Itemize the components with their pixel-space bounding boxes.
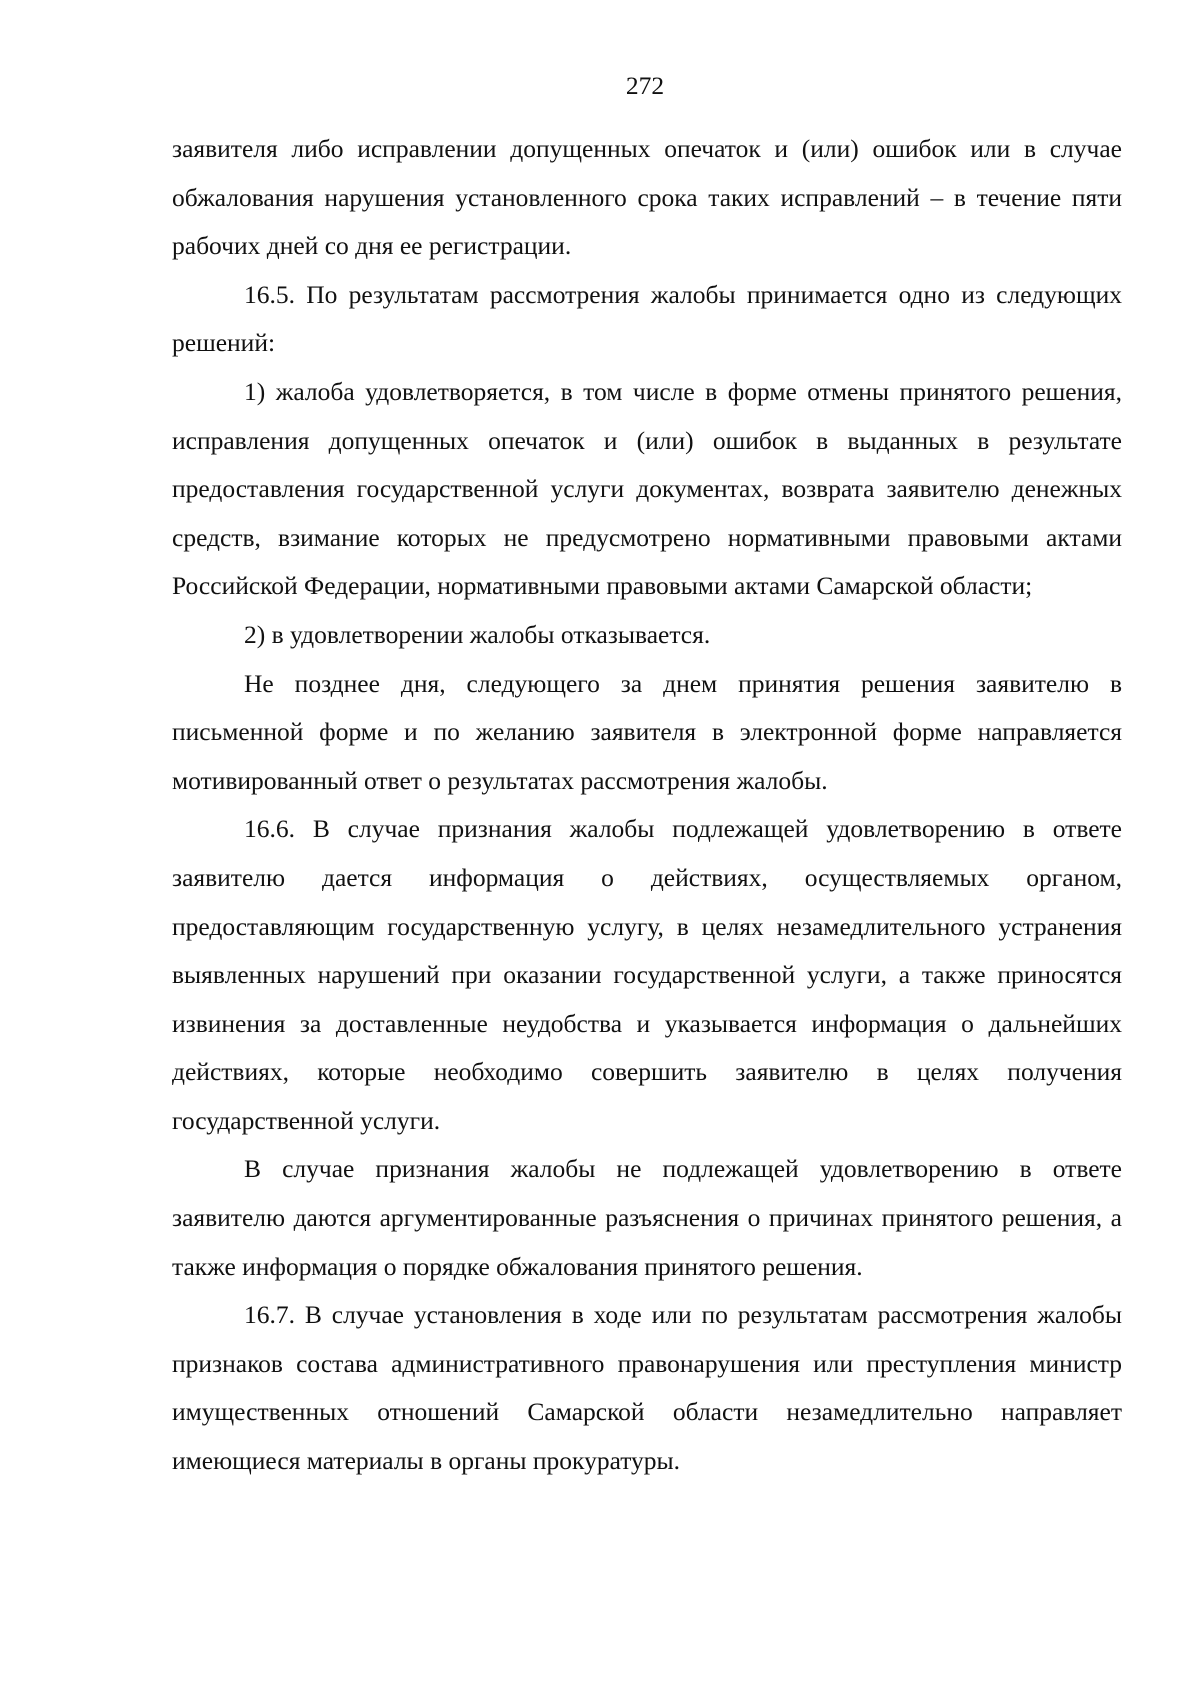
page-number: 272 — [625, 71, 665, 100]
paragraph-16-7: 16.7. В случае установления в ходе или по результатам рассмотрения жалобы признаков состава административного правонарушения или преступления министр имущественных отношений Самарской области незамедлительно направляет имеющиеся материалы в органы прокуратуры. — [172, 1300, 1122, 1476]
paragraph-response-deadline: Не позднее дня, следующего за днем принятия решения заявителю в письменной форме и по желанию заявителя в электронной форме направляется мотивированный ответ о результатах рассмотрения жалобы. — [172, 668, 1122, 795]
paragraph-decision-2: 2) в удовлетворении жалобы отказывается. — [244, 619, 711, 649]
paragraph-16-5: 16.5. По результатам рассмотрения жалобы принимается одно из следующих решений: — [172, 279, 1122, 358]
page-number-container — [0, 68, 1200, 114]
paragraph-16-6: 16.6. В случае признания жалобы подлежащей удовлетворению в ответе заявителю дается информация о действиях, осуществляемых органом, предоставляющим государственную услугу, в целях незамедлительного устранения выявленных нарушений при оказании государственной услуги, а также приносятся извинения за доставленные неудобства и указывается информация о дальнейших действиях, которые необходимо совершить заявителю в целях получения государственной услуги. — [172, 814, 1122, 1135]
paragraph-decision-1: 1) жалоба удовлетворяется, в том числе в форме отмены принятого решения, исправления допущенных опечаток и (или) ошибок в выданных в результате предоставления государственной услуги документах, возврата заявителю денежных средств, взимание которых не предусмотрено нормативными правовыми актами Российской Федерации, нормативными правовыми актами Самарской области; — [172, 376, 1122, 601]
document-body — [172, 125, 1122, 1486]
paragraph-rejection: В случае признания жалобы не подлежащей удовлетворению в ответе заявителю даются аргументированные разъяснения о причинах принятого решения, а также информация о порядке обжалования принятого решения. — [172, 1154, 1122, 1281]
paragraph-continuation: заявителя либо исправлении допущенных опечаток и (или) ошибок или в случае обжалования нарушения установленного срока таких исправлений – в течение пяти рабочих дней со дня ее регистрации. — [172, 134, 1122, 261]
